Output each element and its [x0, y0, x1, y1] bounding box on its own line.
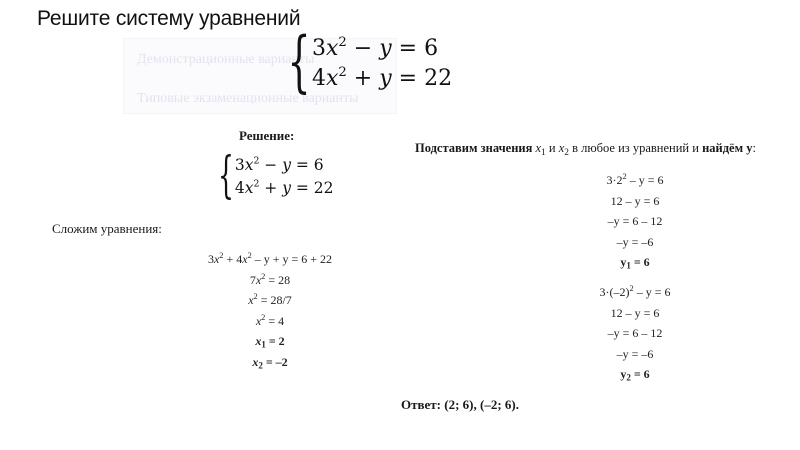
addition-steps — [190, 249, 350, 372]
faded-menu-item-demo: Демонстрационные варианты — [137, 52, 315, 67]
step-line: –y = –6 — [616, 234, 654, 249]
page-title: Решите систему уравнений — [37, 7, 301, 30]
solution-heading: Решение: — [239, 128, 295, 143]
answer-text: Ответ: (2; 6), (–2; 6). — [401, 397, 519, 412]
step-line: 12 – y = 6 — [610, 193, 660, 208]
left-brace-icon: { — [287, 23, 311, 100]
left-brace-icon: { — [217, 146, 234, 204]
step-line: –y = 6 – 12 — [607, 214, 663, 228]
faded-menu-item-typical: Типовые экзаменационные варианты — [137, 91, 359, 106]
step-line: $3\cdot 2^2 - y = 6$ — [606, 171, 664, 187]
substitute-heading: Подставим значения $x_1$ и $x_2$ в любое из уравнений и найдём у: — [415, 141, 756, 158]
equation-1: $3x^2 - y = 6$ — [234, 155, 324, 174]
equation-2: $4x^2 + y = 22$ — [312, 64, 453, 91]
step-line: –y = –6 — [616, 346, 654, 361]
add-equations-label: Сложим уравнения: — [52, 221, 162, 236]
equation-1: $3x^2 - y = 6$ — [312, 34, 439, 61]
step-line: $3\cdot(-2)^2 - y = 6$ — [599, 283, 671, 299]
step-line: $x^2 = 28/7$ — [248, 291, 292, 307]
step-line: $7x^2 = 28$ — [249, 271, 291, 287]
step-line: 12 – y = 6 — [610, 305, 660, 320]
step-line: $x^2 = 4$ — [255, 312, 285, 328]
root-x1: $x_1 = 2$ — [255, 334, 285, 350]
substitution-steps-x2 — [570, 282, 700, 385]
equation-system-main — [278, 23, 453, 100]
root-x2: $x_2 = -2$ — [252, 354, 288, 371]
step-line: $3x^2 + 4x^2 - y + y = 6 + 22$ — [207, 250, 333, 266]
equation-2: $4x^2 + y = 22$ — [234, 178, 334, 197]
root-y1: $y_1 = 6$ — [620, 255, 650, 271]
root-y2: $y_2 = 6$ — [620, 367, 650, 383]
step-line: –y = 6 – 12 — [607, 326, 663, 340]
substitution-steps-x1 — [570, 170, 700, 273]
equation-system-solution — [210, 146, 334, 204]
